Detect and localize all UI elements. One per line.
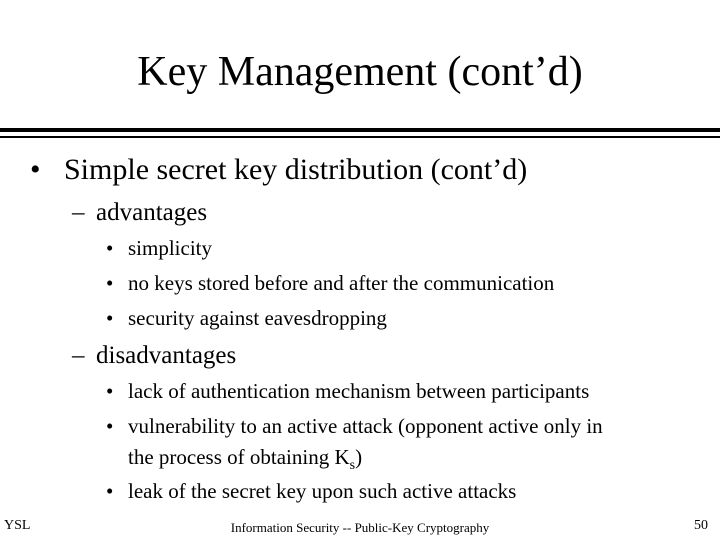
footer-author: YSL (4, 518, 31, 533)
dash-marker: – (72, 342, 85, 369)
dash-marker: – (72, 199, 85, 226)
main-bullet (30, 152, 630, 188)
main-bullet-text: Simple secret key distribution (cont’d) (64, 153, 528, 186)
bullet-marker: • (106, 414, 114, 438)
disadvantage-item (106, 378, 696, 404)
advantage-item (106, 305, 666, 331)
bullet-marker: • (30, 153, 41, 186)
disadvantage-text: lack of authentication mechanism between participants (128, 379, 590, 403)
advantage-text: security against eavesdropping (128, 306, 387, 330)
advantage-text: no keys stored before and after the communication (128, 271, 555, 295)
bullet-marker: • (106, 271, 114, 295)
bullet-marker: • (106, 479, 114, 503)
disadvantage-item (106, 413, 706, 439)
disadvantages-heading (72, 341, 372, 371)
advantage-text: simplicity (128, 236, 212, 260)
bullet-marker: • (106, 379, 114, 403)
disadvantage-text: leak of the secret key upon such active attacks (128, 479, 517, 503)
advantages-label: advantages (96, 199, 208, 226)
title-divider-thin (0, 136, 720, 138)
advantage-item (106, 235, 666, 261)
page-number: 50 (694, 518, 708, 533)
continuation-close: ) (355, 445, 363, 469)
disadvantage-text: vulnerability to an active attack (opponent active only in (128, 414, 603, 438)
bullet-marker: • (106, 236, 114, 260)
disadvantage-continuation (128, 444, 688, 474)
advantages-heading (72, 198, 372, 228)
slide-title: Key Management (cont’d) (137, 49, 583, 95)
disadvantage-item (106, 478, 696, 504)
advantage-item (106, 270, 666, 296)
continuation-text: the process of obtaining K (128, 445, 350, 469)
disadvantages-label: disadvantages (96, 342, 237, 369)
bullet-marker: • (106, 306, 114, 330)
footer-course-title: Information Security -- Public-Key Cryptography (230, 520, 490, 535)
title-divider-thick (0, 128, 720, 132)
ks-subscript: s (349, 458, 356, 474)
